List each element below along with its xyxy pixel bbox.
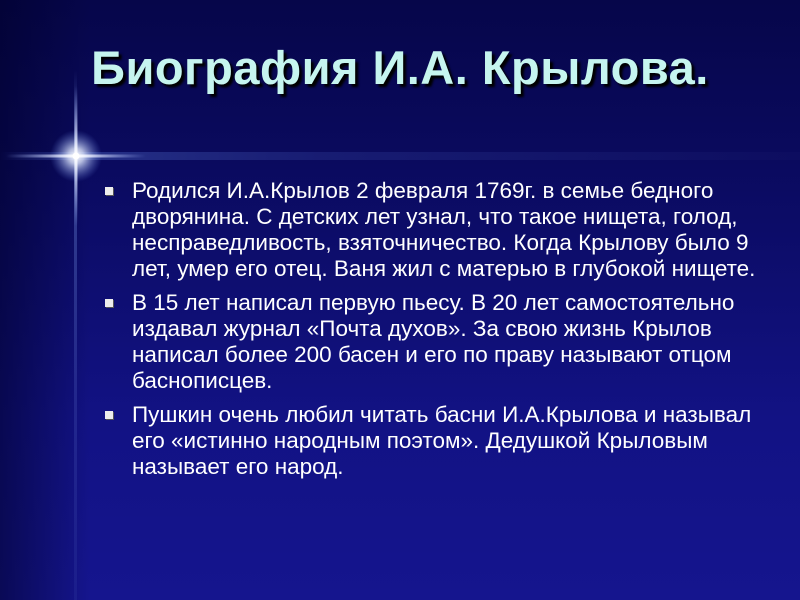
horizontal-light-band <box>0 152 800 160</box>
bullet-item-career <box>100 290 760 394</box>
bullet-text: Родился И.А.Крылов 2 февраля 1769г. в семье бедного дворянина. С детских лет узнал, что такое нищета, голод, несправедливость, взяточничество. Когда Крылову было 9 лет, умер его отец. Ваня жил с матерью в глубокой нищете. <box>132 178 756 281</box>
bullet-item-legacy <box>100 402 760 480</box>
bullet-text: В 15 лет написал первую пьесу. В 20 лет самостоятельно издавал журнал «Почта духов». За свою жизнь Крылов написал более 200 басен и его по праву называют отцом баснописцев. <box>132 290 735 393</box>
bullet-item-birth <box>100 178 760 282</box>
bullet-text: Пушкин очень любил читать басни И.А.Крылова и называл его «истинно народным поэтом». Дедушкой Крыловым называет его народ. <box>132 402 752 479</box>
vertical-light-beam <box>74 70 77 600</box>
slide-title: Биография И.А. Крылова. <box>91 41 709 94</box>
bullet-list <box>100 178 760 488</box>
square-bullet-icon <box>105 187 113 195</box>
square-bullet-icon <box>105 299 113 307</box>
square-bullet-icon <box>105 411 113 419</box>
